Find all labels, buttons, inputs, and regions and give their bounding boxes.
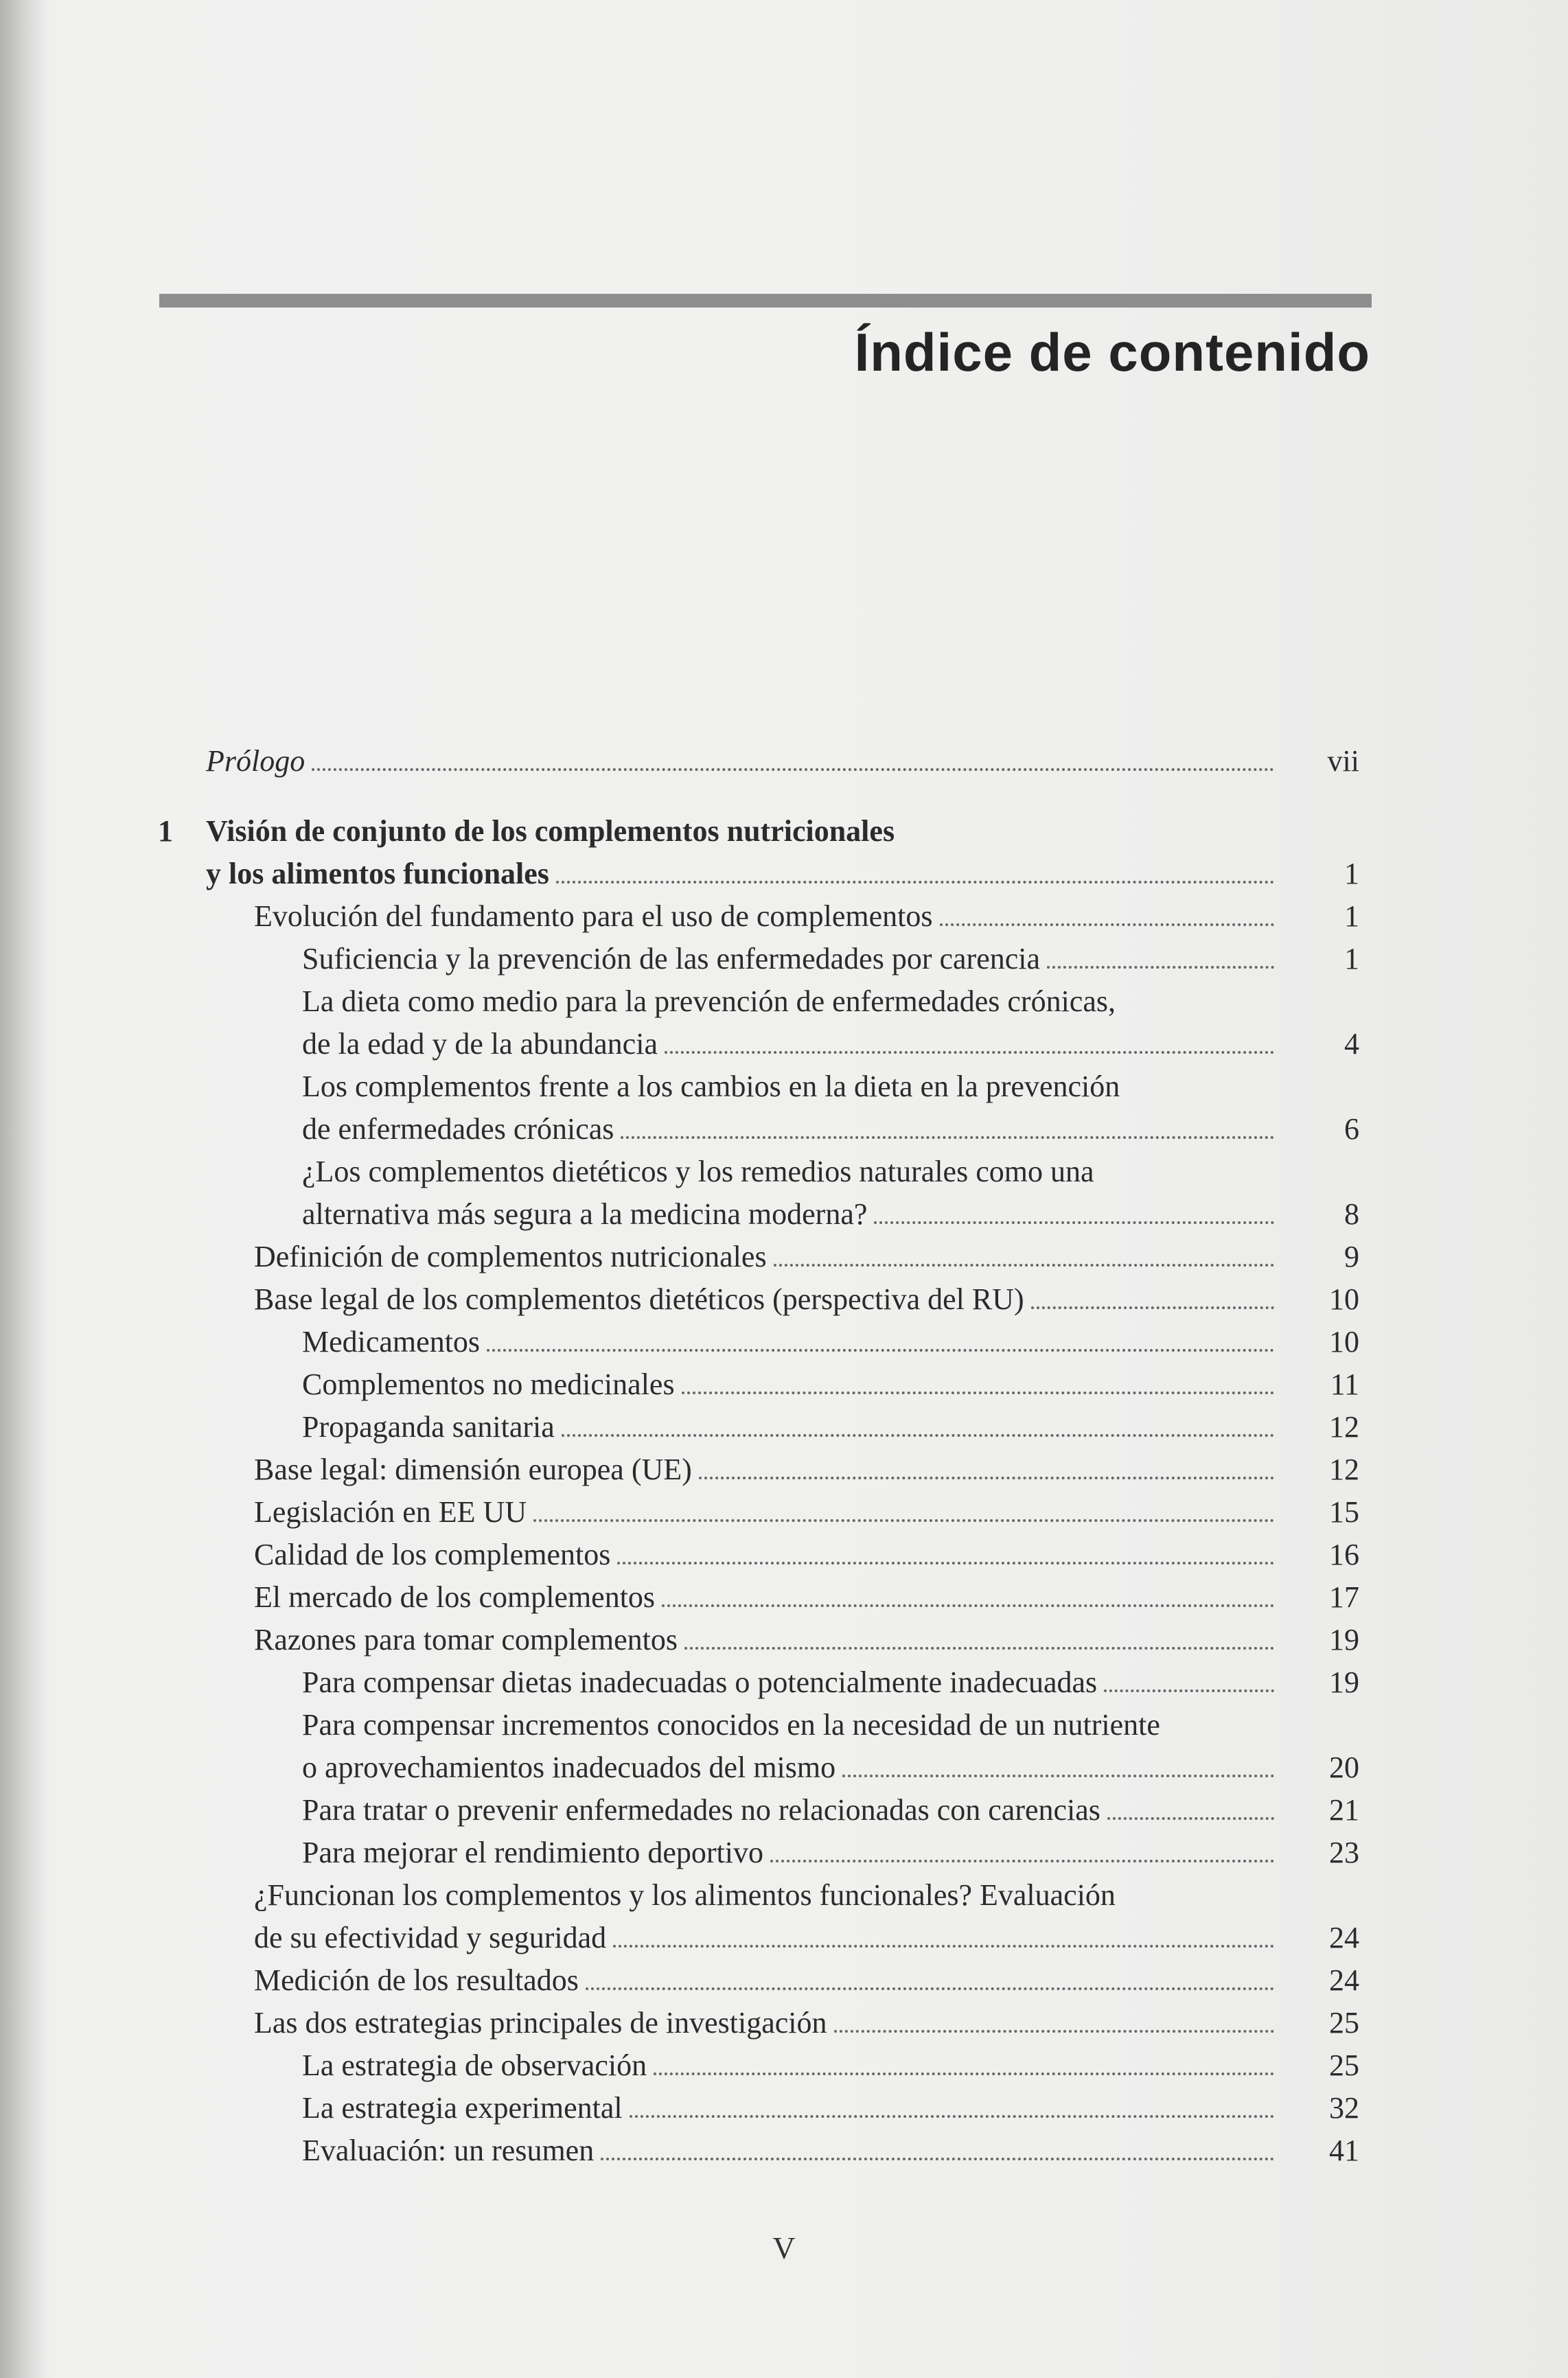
toc-entry-text: Base legal: dimensión europea (UE) bbox=[254, 1453, 692, 1486]
dot-leader bbox=[487, 1349, 1274, 1352]
toc-entry[interactable] bbox=[158, 1278, 1359, 1321]
dot-leader bbox=[774, 1264, 1274, 1267]
toc-entry[interactable] bbox=[158, 938, 1359, 980]
toc-entry-page: 32 bbox=[1329, 2091, 1359, 2125]
toc-entries bbox=[158, 895, 1359, 2172]
toc-entry-text: Medición de los resultados bbox=[254, 1963, 579, 1997]
toc-entry-text: Propaganda sanitaria bbox=[302, 1410, 555, 1444]
page-title: Índice de contenido bbox=[854, 322, 1370, 382]
dot-leader bbox=[1047, 966, 1274, 969]
dot-leader bbox=[874, 1221, 1274, 1224]
toc-entry-text: de su efectividad y seguridad bbox=[254, 1921, 607, 1954]
toc-entry-text: La estrategia experimental bbox=[302, 2091, 623, 2125]
toc-entry[interactable] bbox=[158, 1108, 1359, 1151]
toc-entry-page: 19 bbox=[1329, 1665, 1359, 1699]
toc-entry-page: 1 bbox=[1344, 942, 1359, 976]
toc-entry-text: Para compensar incrementos conocidos en la necesidad de un nutriente bbox=[302, 1708, 1160, 1742]
toc-entry-text: Para compensar dietas inadecuadas o potencialmente inadecuadas bbox=[302, 1665, 1098, 1699]
toc-entry-page: 10 bbox=[1329, 1325, 1359, 1359]
toc-entry-page: 19 bbox=[1329, 1623, 1359, 1656]
toc-entry-text: Razones para tomar complementos bbox=[254, 1623, 678, 1656]
toc-chapter-heading[interactable] bbox=[158, 810, 1359, 853]
toc-entry[interactable] bbox=[158, 1321, 1359, 1363]
toc-entry[interactable] bbox=[158, 1151, 1359, 1193]
dot-leader bbox=[842, 1775, 1274, 1777]
toc-entry-text: El mercado de los complementos bbox=[254, 1580, 656, 1614]
dot-leader bbox=[556, 881, 1274, 884]
toc-entry-page: 41 bbox=[1329, 2134, 1359, 2167]
toc-entry-text: Los complementos frente a los cambios en la dieta en la prevención bbox=[302, 1070, 1120, 1103]
toc-entry-page: 21 bbox=[1329, 1793, 1359, 1827]
toc-entry[interactable] bbox=[158, 1065, 1359, 1108]
toc-entry[interactable] bbox=[158, 1746, 1359, 1789]
toc-entry-text: de la edad y de la abundancia bbox=[302, 1027, 658, 1061]
toc-entry-page: 8 bbox=[1344, 1197, 1359, 1231]
toc-entry-page: 1 bbox=[1344, 899, 1359, 933]
page-gutter-shadow bbox=[0, 0, 48, 2378]
toc-entry-text: Para tratar o prevenir enfermedades no relacionadas con carencias bbox=[302, 1793, 1100, 1827]
toc-entry-text: Medicamentos bbox=[302, 1325, 481, 1359]
toc-entry-page: 25 bbox=[1329, 2006, 1359, 2040]
toc-entry[interactable] bbox=[158, 980, 1359, 1023]
toc-entry[interactable] bbox=[158, 1236, 1359, 1278]
toc-entry[interactable] bbox=[158, 1448, 1359, 1491]
dot-leader bbox=[682, 1392, 1274, 1394]
dot-leader bbox=[684, 1647, 1274, 1650]
dot-leader bbox=[533, 1519, 1274, 1522]
toc-entry-page: 4 bbox=[1344, 1027, 1359, 1061]
toc-entry[interactable] bbox=[158, 1023, 1359, 1065]
toc-entry-text: Suficiencia y la prevención de las enfermedades por carencia bbox=[302, 942, 1041, 976]
toc-entry-text: Base legal de los complementos dietéticos (perspectiva del RU) bbox=[254, 1282, 1024, 1316]
toc-entry-text: Para mejorar el rendimiento deportivo bbox=[302, 1836, 763, 1869]
toc-chapter-heading-cont[interactable] bbox=[158, 853, 1359, 895]
toc-entry[interactable] bbox=[158, 1789, 1359, 1832]
header-rule bbox=[159, 294, 1372, 308]
toc-entry-page: 9 bbox=[1344, 1240, 1359, 1273]
toc-entry-text: alternativa más segura a la medicina moderna? bbox=[302, 1197, 868, 1231]
toc-entry[interactable] bbox=[158, 1917, 1359, 1959]
dot-leader bbox=[562, 1434, 1274, 1437]
chapter-page: 1 bbox=[1344, 857, 1359, 890]
toc-entry-text: La estrategia de observación bbox=[302, 2048, 647, 2082]
dot-leader bbox=[630, 2115, 1274, 2118]
toc-entry-text: Legislación en EE UU bbox=[254, 1495, 527, 1529]
dot-leader bbox=[940, 923, 1275, 926]
dot-leader bbox=[621, 1136, 1274, 1139]
toc-entry-page: 15 bbox=[1329, 1495, 1359, 1529]
toc-entry-page: vii bbox=[1327, 744, 1359, 778]
chapter-number: 1 bbox=[158, 814, 173, 848]
dot-leader bbox=[1107, 1817, 1274, 1820]
toc-entry-text: La dieta como medio para la prevención de enfermedades crónicas, bbox=[302, 984, 1116, 1018]
toc-entry-page: 16 bbox=[1329, 1538, 1359, 1571]
toc-entry-page: 17 bbox=[1329, 1580, 1359, 1614]
toc-entry[interactable] bbox=[158, 1874, 1359, 1917]
toc-entry-page: 12 bbox=[1329, 1410, 1359, 1444]
toc-entry[interactable] bbox=[158, 1619, 1359, 1661]
toc-entry[interactable] bbox=[158, 1661, 1359, 1704]
dot-leader bbox=[1104, 1689, 1274, 1692]
chapter-title-line: y los alimentos funcionales bbox=[206, 857, 549, 890]
toc-entry-text: ¿Los complementos dietéticos y los remedios naturales como una bbox=[302, 1155, 1094, 1188]
dot-leader bbox=[654, 2073, 1274, 2075]
toc-entry[interactable] bbox=[158, 1704, 1359, 1746]
toc-entry-text: o aprovechamientos inadecuados del mismo bbox=[302, 1751, 836, 1784]
toc-entry[interactable] bbox=[158, 1534, 1359, 1576]
toc-entry[interactable] bbox=[158, 1576, 1359, 1619]
dot-leader bbox=[1031, 1306, 1274, 1309]
toc-entry[interactable] bbox=[158, 895, 1359, 938]
toc-entry[interactable] bbox=[158, 1491, 1359, 1534]
toc-entry[interactable] bbox=[158, 2129, 1359, 2172]
toc-entry-text: Evolución del fundamento para el uso de complementos bbox=[254, 899, 933, 933]
dot-leader bbox=[665, 1051, 1274, 1054]
dot-leader bbox=[699, 1477, 1274, 1479]
toc-entry-page: 24 bbox=[1329, 1921, 1359, 1954]
dot-leader bbox=[770, 1860, 1274, 1862]
chapter-title-line: Visión de conjunto de los complementos nutricionales bbox=[206, 814, 895, 848]
toc-entry-page: 25 bbox=[1329, 2048, 1359, 2082]
toc-entry-text: de enfermedades crónicas bbox=[302, 1112, 614, 1146]
toc-entry-page: 12 bbox=[1329, 1453, 1359, 1486]
toc-entry[interactable] bbox=[158, 2087, 1359, 2129]
toc-entry-page: 6 bbox=[1344, 1112, 1359, 1146]
dot-leader bbox=[613, 1945, 1274, 1948]
table-of-contents bbox=[158, 740, 1359, 2172]
dot-leader bbox=[312, 768, 1274, 771]
toc-entry[interactable] bbox=[158, 1406, 1359, 1448]
toc-entry[interactable] bbox=[158, 1363, 1359, 1406]
dot-leader bbox=[601, 2158, 1274, 2160]
toc-entry-page: 23 bbox=[1329, 1836, 1359, 1869]
dot-leader bbox=[662, 1604, 1274, 1607]
page-number: V bbox=[772, 2230, 796, 2265]
toc-entry-text: ¿Funcionan los complementos y los alimentos funcionales? Evaluación bbox=[254, 1878, 1116, 1912]
toc-entry-page: 10 bbox=[1329, 1282, 1359, 1316]
toc-entry-text: Las dos estrategias principales de investigación bbox=[254, 2006, 827, 2040]
toc-entry-page: 11 bbox=[1330, 1367, 1359, 1401]
dot-leader bbox=[586, 1987, 1274, 1990]
toc-entry[interactable] bbox=[158, 1959, 1359, 2002]
dot-leader bbox=[834, 2030, 1274, 2033]
toc-entry-text: Definición de complementos nutricionales bbox=[254, 1240, 767, 1273]
toc-entry[interactable] bbox=[158, 2044, 1359, 2087]
toc-entry[interactable] bbox=[158, 2002, 1359, 2044]
toc-entry-page: 24 bbox=[1329, 1963, 1359, 1997]
toc-entry-text: Prólogo bbox=[206, 744, 305, 778]
toc-entry[interactable] bbox=[158, 1193, 1359, 1236]
toc-entry-page: 20 bbox=[1329, 1751, 1359, 1784]
dot-leader bbox=[617, 1562, 1274, 1565]
toc-entry-text: Complementos no medicinales bbox=[302, 1367, 675, 1401]
toc-entry-text: Calidad de los complementos bbox=[254, 1538, 611, 1571]
toc-entry-text: Evaluación: un resumen bbox=[302, 2134, 595, 2167]
toc-entry-prologo[interactable] bbox=[158, 740, 1359, 783]
toc-entry[interactable] bbox=[158, 1832, 1359, 1874]
